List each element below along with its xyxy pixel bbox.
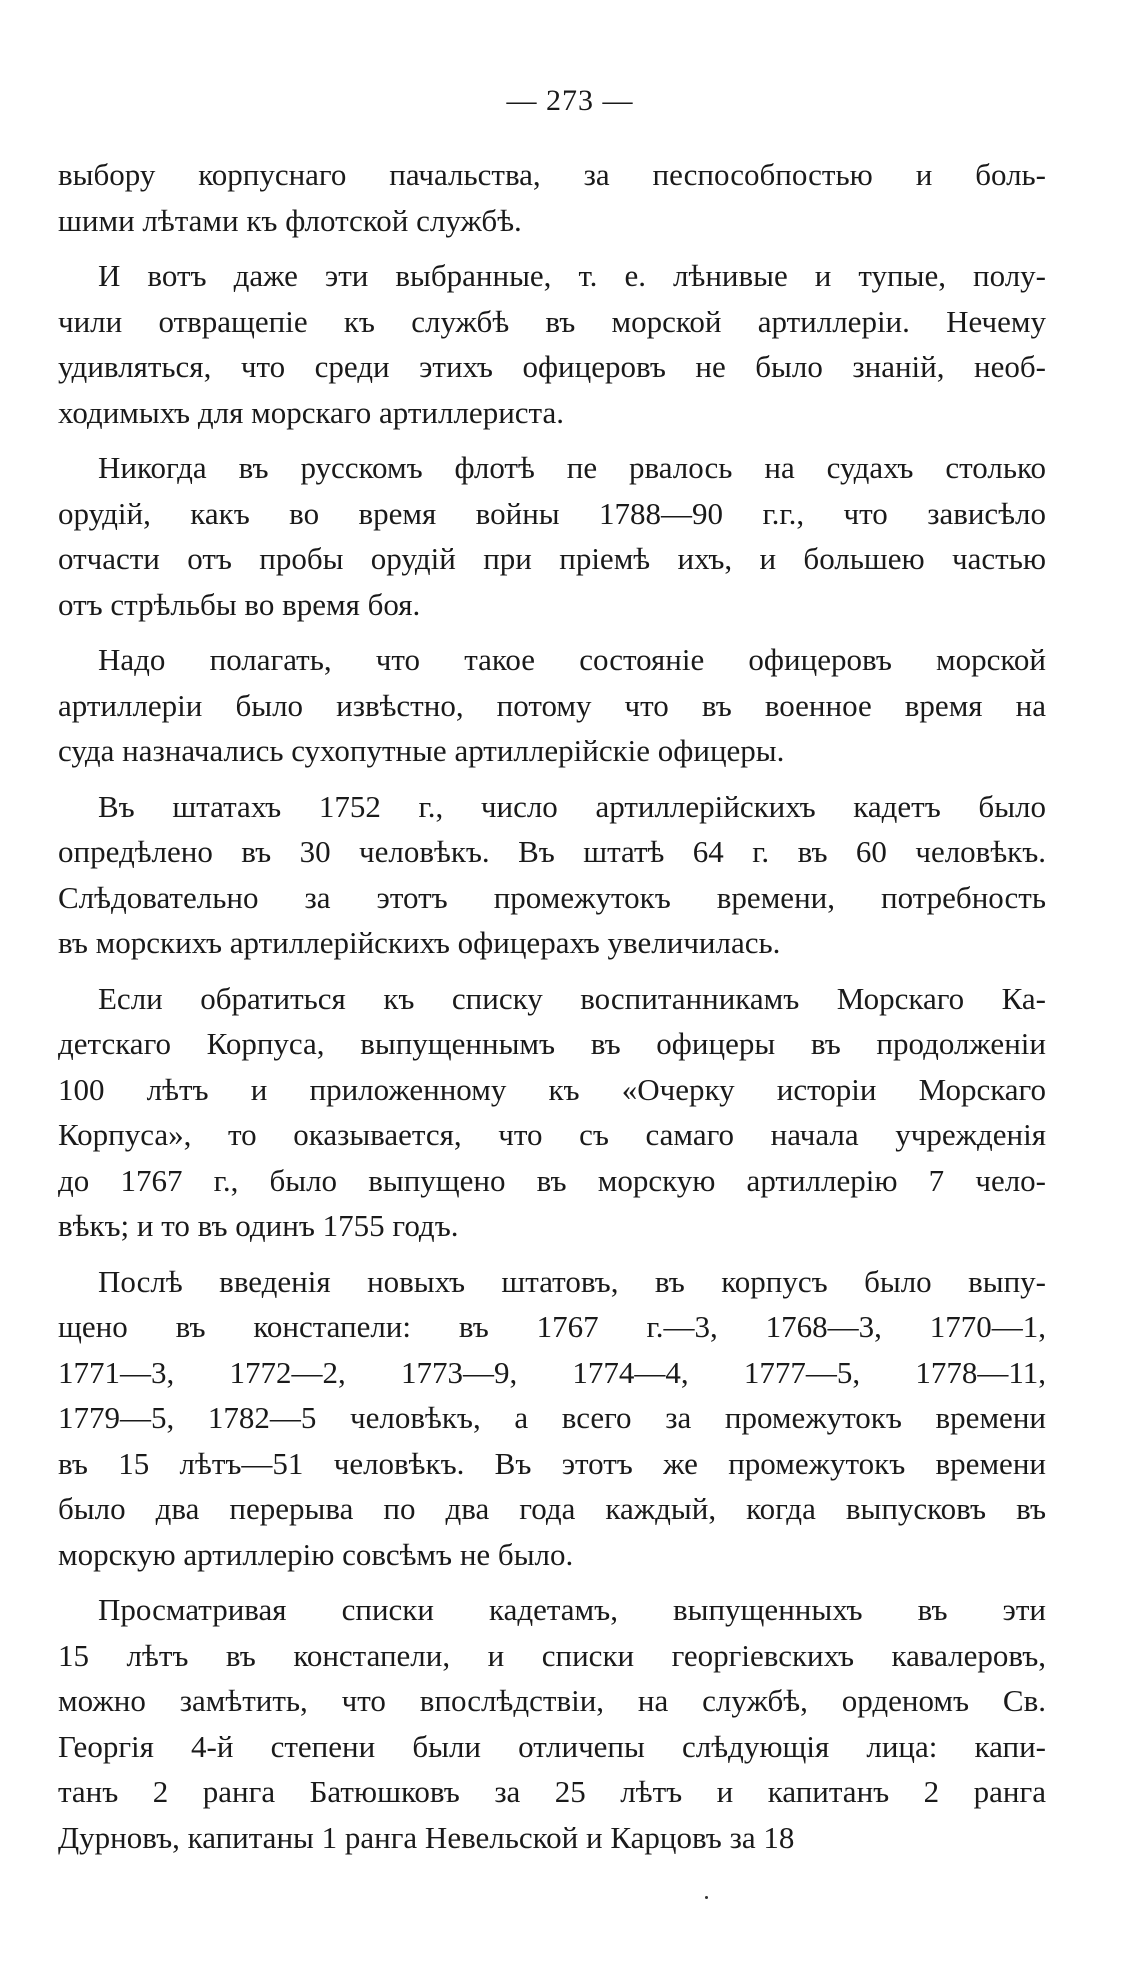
text-line: выбору корпуснаго пачальства, за песпособпостью и боль- [58,157,1046,192]
paragraph [58,976,1046,1249]
text-line: Никогда въ русскомъ флотѣ пе рвалось на судахъ столько [98,450,1046,485]
text-line: Дурновъ, капитаны 1 ранга Невельской и Карцовъ за 18 [58,1819,795,1855]
text-line: чили отвращепіе къ службѣ въ морской артиллеріи. Нечему [58,303,1046,339]
text-line: 1771—3, 1772—2, 1773—9, 1774—4, 1777—5, 1778—11, [58,1354,1046,1390]
text-line: Надо полагать, что такое состояніе офицеровъ морской [98,642,1046,677]
text-line: шими лѣтами къ флотской службѣ. [58,202,522,238]
text-line: И вотъ даже эти выбранные, т. е. лѣнивые и тупые, полу- [98,258,1046,293]
paragraph [58,1259,1046,1578]
paragraph [58,152,1046,243]
text-line: Въ штатахъ 1752 г., число артиллерійскихъ кадетъ было [98,788,1046,824]
paragraph-gap [58,1577,1046,1587]
paragraph [58,253,1046,435]
text-line: 100 лѣтъ и приложенному къ «Очерку исторіи Морскаго [58,1071,1046,1107]
text-line: орудій, какъ во время войны 1788—90 г.г., что зависѣло [58,495,1046,531]
text-line: морскую артиллерію совсѣмъ не было. [58,1536,574,1572]
text-line: ходимыхъ для морскаго артиллериста. [58,394,564,430]
paragraph-gap [58,1249,1046,1259]
paragraph-gap [58,966,1046,976]
print-speck [705,1896,708,1899]
text-line: въ 15 лѣтъ—51 человѣкъ. Въ этотъ же промежутокъ времени [58,1445,1046,1481]
paragraph [58,784,1046,966]
text-line: Послѣ введенія новыхъ штатовъ, въ корпусъ было выпу- [98,1263,1046,1299]
text-line: отчасти отъ пробы орудій при пріемѣ ихъ, и большею частью [58,541,1046,576]
paragraph [58,445,1046,627]
text-line: можно замѣтить, что впослѣдствіи, на службѣ, орденомъ Св. [58,1683,1046,1718]
text-line: вѣкъ; и то въ одинъ 1755 годъ. [58,1208,459,1243]
text-line: до 1767 г., было выпущено въ морскую артиллерію 7 чело- [58,1162,1046,1198]
text-line: щено въ констапели: въ 1767 г.—3, 1768—3, 1770—1, [58,1309,1046,1344]
text-line: 1779—5, 1782—5 человѣкъ, а всего за промежутокъ времени [58,1400,1046,1435]
text-line: удивляться, что среди этихъ офицеровъ не было знаній, необ- [58,349,1046,384]
paragraph-gap [58,243,1046,253]
text-line: въ морскихъ артиллерійскихъ офицерахъ увеличилась. [58,925,781,960]
text-line: отъ стрѣльбы во время боя. [58,586,421,622]
text-line: Слѣдовательно за этотъ промежутокъ времени, потребность [58,879,1046,915]
paragraph [58,637,1046,774]
text-line: танъ 2 ранга Батюшковъ за 25 лѣтъ и капитанъ 2 ранга [58,1774,1046,1809]
text-line: было два перерыва по два года каждый, когда выпусковъ въ [58,1491,1046,1526]
text-line: опредѣлено въ 30 человѣкъ. Въ штатѣ 64 г. въ 60 человѣкъ. [58,834,1046,869]
text-line: суда назначались сухопутные артиллерійскіе офицеры. [58,733,785,768]
text-line: Георгія 4-й степени были отличепы слѣдующія лица: капи- [58,1728,1046,1764]
paragraph-gap [58,627,1046,637]
text-line: Корпуса», то оказывается, что съ самаго начала учрежденія [58,1117,1046,1152]
page-number: — 273 — [506,84,634,117]
paragraph [58,1587,1046,1860]
text-line: детскаго Корпуса, выпущеннымъ въ офицеры въ продолженіи [58,1026,1046,1061]
paragraph-gap [58,435,1046,445]
paragraph-gap [58,774,1046,784]
text-line: артиллеріи было извѣстно, потому что въ военное время на [58,687,1046,723]
text-line: Если обратиться къ списку воспитанникамъ Морскаго Ка- [98,980,1046,1016]
text-line: Просматривая списки кадетамъ, выпущенныхъ въ эти [98,1592,1046,1627]
body-text [58,152,1046,1860]
text-line: 15 лѣтъ въ констапели, и списки георгіевскихъ кавалеровъ, [58,1637,1046,1673]
